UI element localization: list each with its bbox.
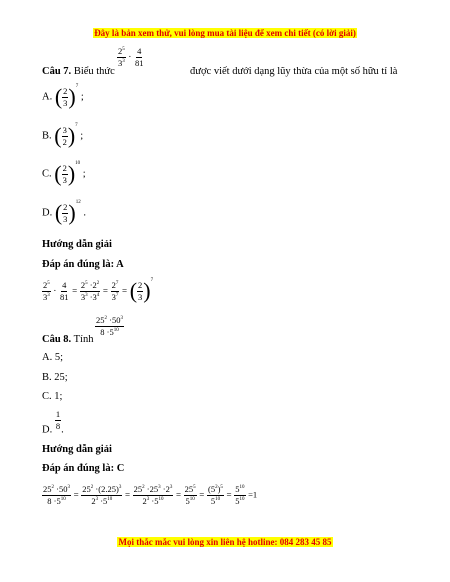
- q7-label: Câu 7.: [42, 66, 72, 77]
- q8-solution: $\frac{25^2 \cdot 50^3}{8 \cdot 5^{10}}$ = $\frac{25^2 \cdot(2.25)^3}{2^3 \cdot 5^{10}}$ = $\frac{25^2 \cdot 25^3 \cdot 2^3}{2^3 \cdot 5^{10}}$ = $\frac{25^5}{5^{10}}$ = $\frac{(5^2)^5}{5^{10}}$ = $\frac{5^{10}}{5^{10}}$ =1: [43, 484, 258, 506]
- q7-text-before: Biểu thức: [73, 66, 115, 77]
- q8-question: [42, 335, 93, 346]
- q7-option-b[interactable]: B. ( $\frac{3}{2}$ ) 7 ;: [42, 123, 84, 148]
- q8-guide-heading: Hướng dẫn giải: [42, 444, 112, 455]
- preview-banner: [0, 28, 450, 38]
- q8-option-a[interactable]: A. 5;: [42, 352, 64, 363]
- q8-option-d[interactable]: D. $\frac{1}{8}$ .: [42, 409, 64, 436]
- q7-expression: $\frac{2^5}{3^3}$ · $\frac{4}{81}$: [118, 46, 144, 68]
- q7-option-c[interactable]: C. ( $\frac{2}{3}$ ) 10 ;: [42, 161, 86, 186]
- q7-option-a[interactable]: A. ( $\frac{2}{3}$ ) 7 ;: [42, 84, 84, 109]
- q7-answer: Đáp án đúng là: A: [42, 259, 124, 270]
- hotline-banner: [0, 537, 450, 547]
- q8-answer: Đáp án đúng là: C: [42, 463, 125, 474]
- q7-frac-1: $\frac{2^5}{3^3}$: [118, 46, 125, 68]
- preview-banner-text: Đây là bản xem thử, vui lòng mua tài liệu để xem chi tiết (có lời giải): [94, 28, 356, 38]
- q7-text-after: được viết dưới dạng lũy thừa của một số hữu tỉ là: [190, 66, 398, 77]
- q7-question: [42, 67, 397, 78]
- q8-option-b[interactable]: B. 25;: [42, 372, 68, 383]
- q8-option-c[interactable]: C. 1;: [42, 391, 63, 402]
- hotline-banner-text: Mọi thắc mắc vui lòng xin liên hệ hotline: 084 283 45 85: [118, 537, 332, 547]
- q7-solution: $\frac{2^5}{3^3}$ · $\frac{4}{81}$ = $\frac{2^5 \cdot 2^2}{3^3 \cdot 3^4}$ = $\frac{2^7}{3^7}$ = ( $\frac{2}{3}$ ) 7: [43, 278, 154, 303]
- q8-text: Tính: [73, 334, 94, 345]
- q7-frac-2: $\frac{4}{81}$: [135, 46, 144, 68]
- q8-label: Câu 8.: [42, 334, 72, 345]
- q7-guide-heading: Hướng dẫn giải: [42, 239, 112, 250]
- q7-option-d[interactable]: D. ( $\frac{2}{3}$ ) 12 .: [42, 200, 86, 225]
- q8-expression: $\frac{25^2 \cdot 50^3}{8 \cdot 5^{10}}$: [96, 315, 123, 337]
